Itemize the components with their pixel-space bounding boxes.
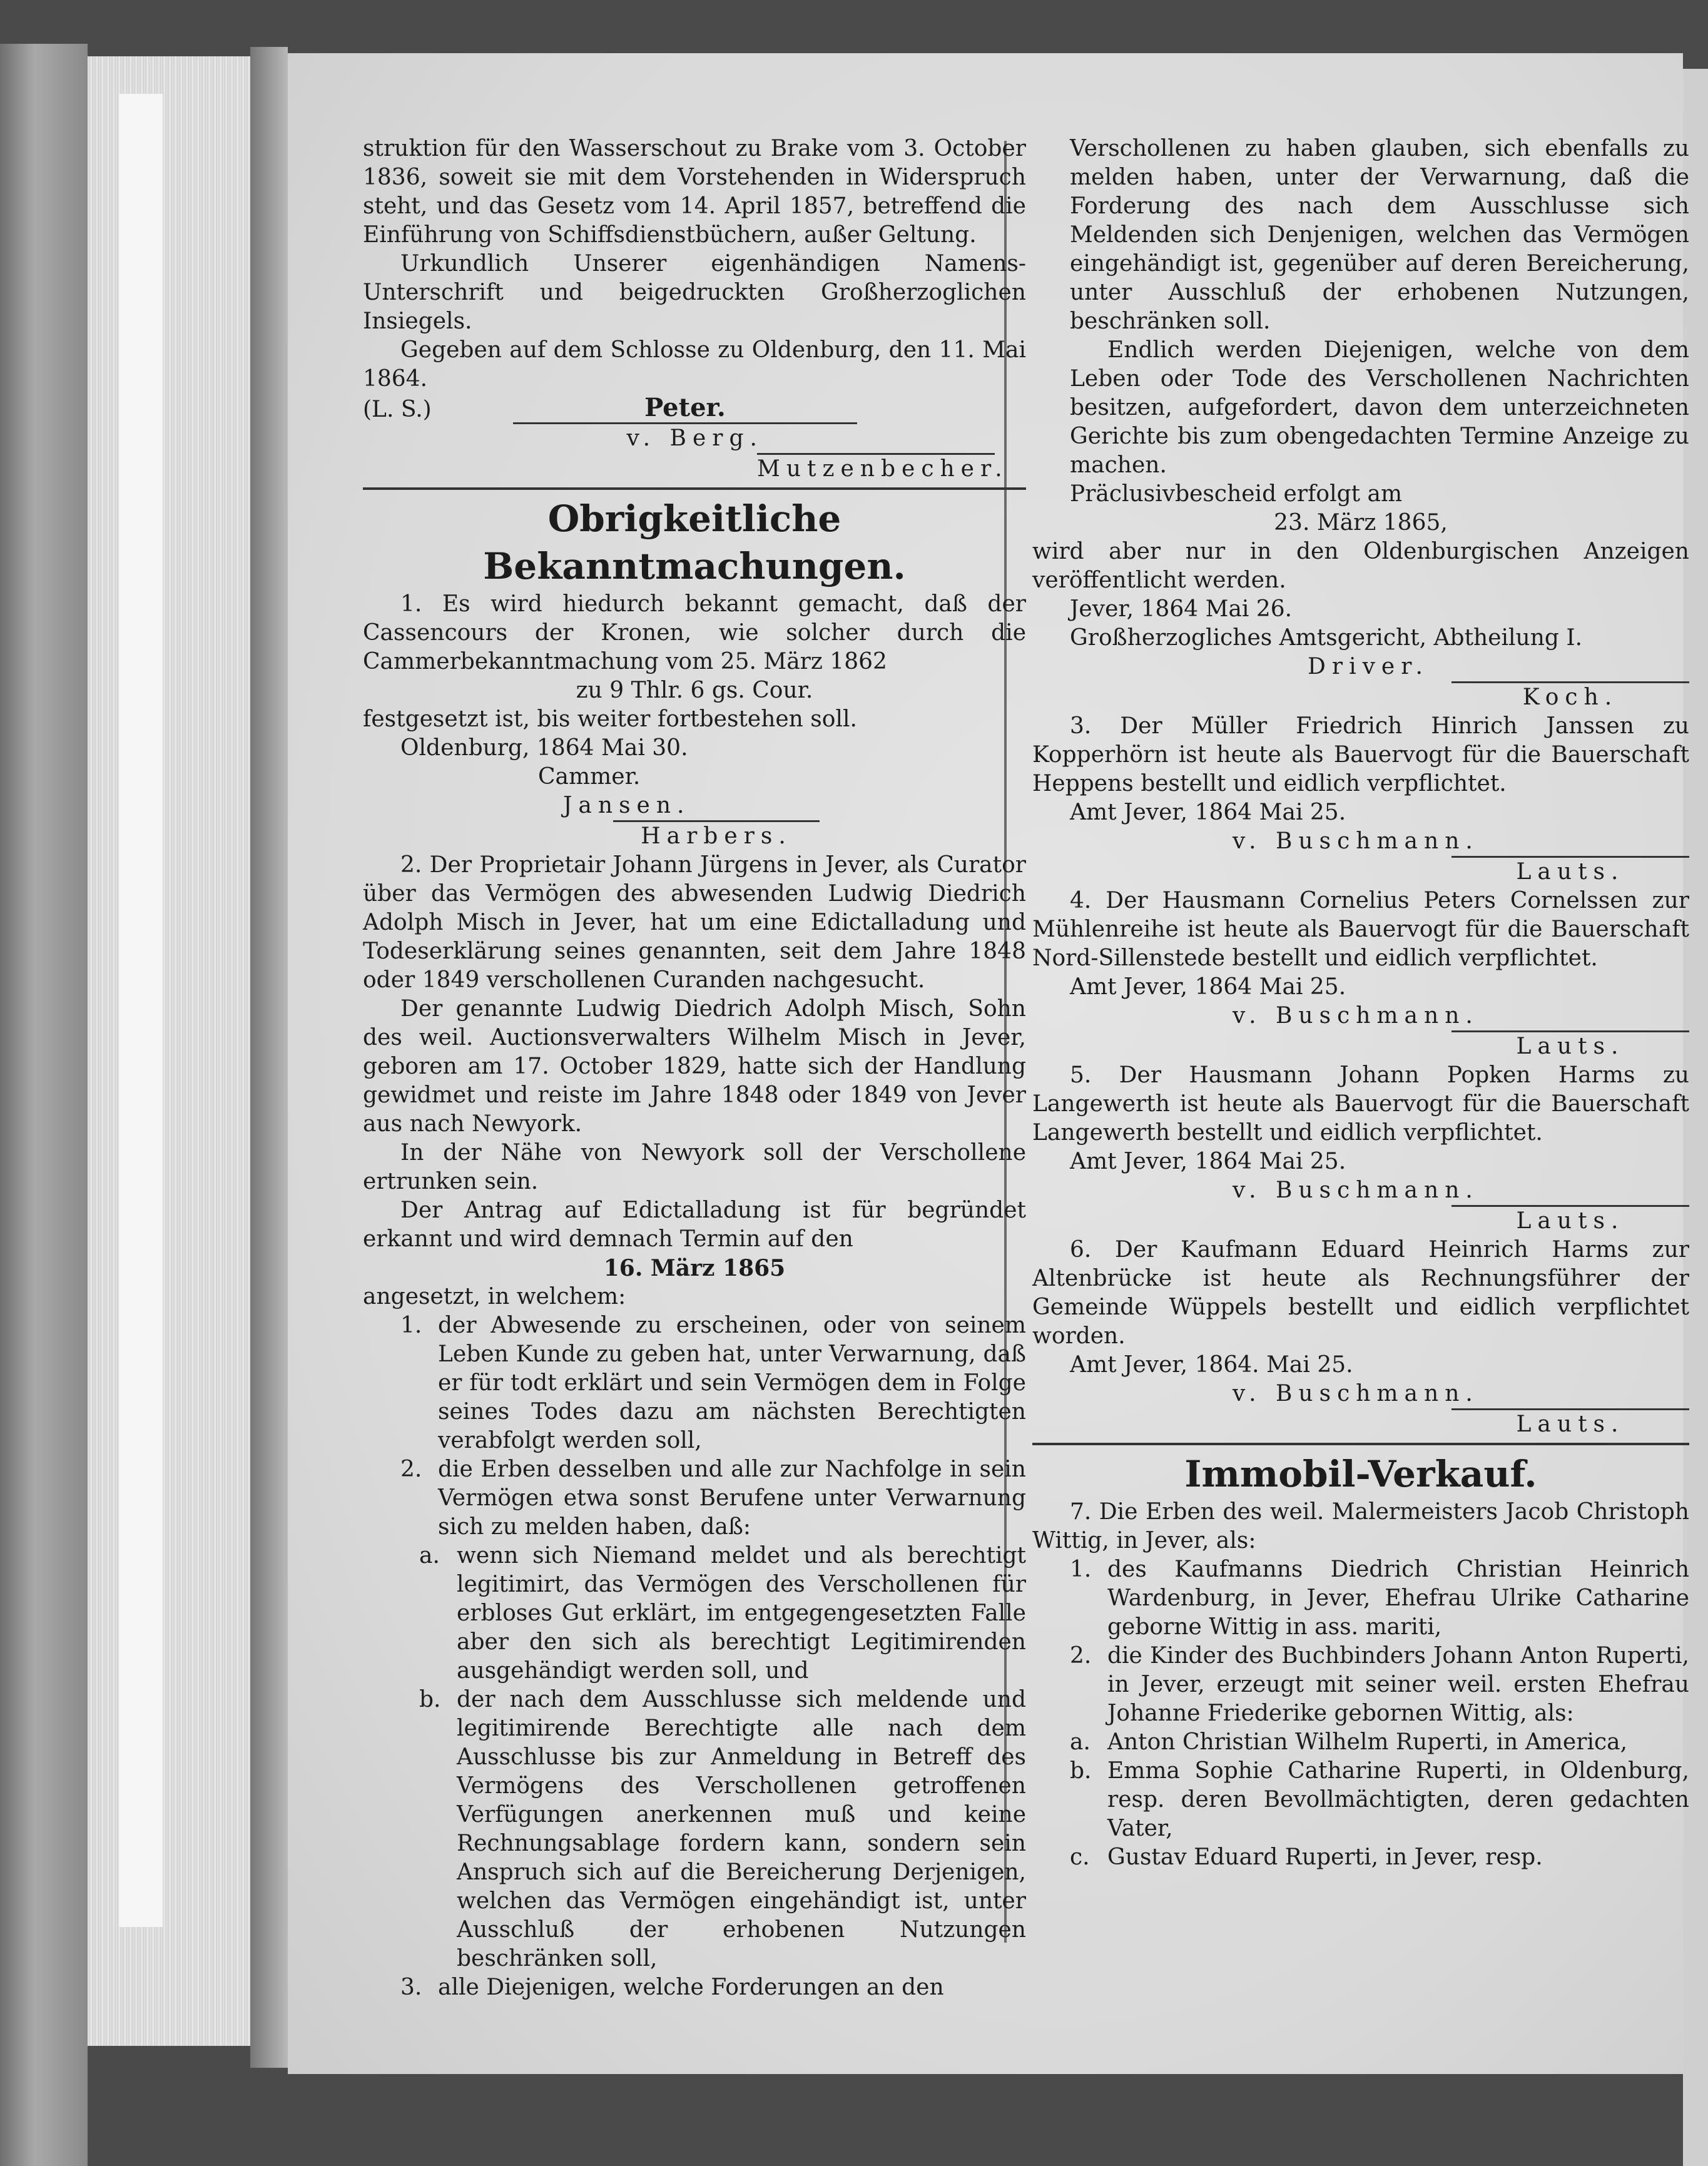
page-stack-highlight	[119, 94, 163, 1927]
list-item: 3. alle Diejenigen, welche Forderungen an den	[400, 1975, 944, 2000]
left-column	[363, 135, 1026, 2002]
notice-6: 6. Der Kaufmann Eduard Heinrich Harms zur Altenbrücke ist heute als Rechnungsführer der Gemeinde Wüppels bestellt und eidlich verpflichtet worden.	[1032, 1237, 1689, 1349]
document-page	[288, 53, 1689, 2074]
notice-1-harbers: Harbers.	[613, 820, 820, 851]
signature-buschmann: v. Buschmann.	[1233, 1381, 1479, 1406]
signature-row-koch	[1032, 681, 1689, 712]
jever-date: Jever, 1864 Mai 26.	[1070, 596, 1293, 622]
continuation-2: Endlich werden Diejenigen, welche von dem Leben oder Tode des Verschollenen Nachrichten besitzen, aufgefordert, davon dem unterzeichneten Gerichte bis zum obengedachten Termine Anzeige zu machen.	[1070, 337, 1689, 478]
urkund-paragraph: Urkundlich Unserer eigenhändigen Namens-Unterschrift und beigedruckten Großherzoglichen Insiegels.	[363, 251, 1026, 334]
notice-1-end: festgesetzt ist, bis weiter fortbestehen soll.	[363, 706, 857, 732]
list-item: 1. der Abwesende zu erscheinen, oder von seinem Leben Kunde zu geben hat, unter Verwarnung, daß er für todt erklärt und sein Vermögen dem in Folge seines Todes dazu am nächsten Berechtigten verabfolgt werden soll,	[400, 1313, 1026, 1453]
notice-6-date: Amt Jever, 1864. Mai 25.	[1070, 1352, 1353, 1378]
list-subitem: a. wenn sich Niemand meldet und als berechtigt legitimirt, das Vermögen des Verschollenen für erbloses Gut erklärt, im entgegengesetzten Falle aber den sich als berechtigt Legitimirenden ausgehändigt werden soll, und	[419, 1543, 1026, 1684]
notice-7: 7. Die Erben des weil. Malermeisters Jacob Christoph Wittig, in Jever, als:	[1032, 1499, 1689, 1553]
signature-lauts: Lauts.	[1451, 1408, 1689, 1439]
praeclusiv-date: 23. März 1865,	[1274, 510, 1448, 536]
intro-paragraph: struktion für den Wasserschout zu Brake vom 3. October 1836, soweit sie mit dem Vorstehenden in Widerspruch steht, und das Gesetz vom 14. April 1857, betreffend die Einführung von Schiffsdienstbüchern, außer Geltung.	[363, 136, 1026, 248]
notice-4: 4. Der Hausmann Cornelius Peters Cornelssen zur Mühlenreihe ist heute als Bauervogt für die Bauerschaft Nord-Sillenstede bestellt und eidlich verpflichtet.	[1032, 888, 1689, 971]
notice-2-p3: In der Nähe von Newyork soll der Verschollene ertrunken sein.	[363, 1140, 1026, 1194]
notice-1-rate: zu 9 Thlr. 6 gs. Cour.	[576, 678, 813, 703]
right-column	[1032, 135, 1689, 1872]
notice-1-jansen: Jansen.	[563, 793, 691, 818]
continuation-1: Verschollenen zu haben glauben, sich ebenfalls zu melden haben, unter der Verwarnung, daß die Forderung des nach dem Ausschlusse sich Meldenden sich Denjenigen, welchen das Vermögen eingehändigt ist, gegenüber auf deren Bereicherung, unter Ausschluß der erhobenen Nutzungen, beschränken soll.	[1070, 136, 1689, 334]
section-heading-bekanntmachungen: Obrigkeitliche Bekanntmachungen.	[483, 497, 906, 587]
book-spine-edge	[0, 44, 88, 2166]
notice-2-p1: 2. Der Proprietair Johann Jürgens in Jever, als Curator über das Vermögen des abwesenden Ludwig Diedrich Adolph Misch in Jever, hat um eine Edictalladung und Todeserklärung seines genannten, seit dem Jahre 1848 oder 1849 verschollenen Curanden nachgesucht.	[363, 852, 1026, 993]
signature-row-mutzenbecher	[363, 453, 1026, 484]
gutter-shadow	[250, 47, 288, 2068]
notice-4-date: Amt Jever, 1864 Mai 25.	[1070, 974, 1346, 1000]
signature-berg: v. Berg.	[626, 425, 763, 451]
signature-row-peter	[363, 394, 1026, 424]
praeclusiv: Präclusivbescheid erfolgt am	[1070, 481, 1403, 507]
notice-1-date: Oldenburg, 1864 Mai 30.	[400, 735, 688, 761]
signature-buschmann: v. Buschmann.	[1233, 1177, 1479, 1203]
signature-peter: Peter.	[513, 394, 857, 424]
list-item: 2. die Kinder des Buchbinders Johann Anton Ruperti, in Jever, erzeugt mit seiner weil. ersten Ehefrau Johanne Friederike gebornen Wittig, als:	[1070, 1643, 1689, 1726]
signature-mutzenbecher: Mutzenbecher.	[757, 453, 995, 484]
notice-1-harbers-row	[363, 820, 1026, 851]
signature-row-lauts	[1032, 1205, 1689, 1236]
notice-3: 3. Der Müller Friedrich Hinrich Janssen zu Kopperhörn ist heute als Bauervogt für die Bauerschaft Heppens bestellt und eidlich verpflichtet.	[1032, 713, 1689, 796]
list-item: 2. die Erben desselben und alle zur Nachfolge in sein Vermögen etwa sonst Berufene unter Verwarnung sich zu melden haben, daß:	[400, 1457, 1026, 1540]
notice-2-p5: angesetzt, in welchem:	[363, 1284, 626, 1309]
signature-koch: Koch.	[1451, 681, 1689, 712]
page-stack-edge	[88, 56, 275, 2046]
list-subitem: b. Emma Sophie Catharine Ruperti, in Oldenburg, resp. deren Bevollmächtigten, deren gedachten Vater,	[1070, 1758, 1689, 1841]
notice-2-p4: Der Antrag auf Edictalladung ist für begründet erkannt und wird demnach Termin auf den	[363, 1197, 1026, 1252]
seal-ls: (L. S.)	[363, 397, 432, 422]
praeclusiv-end: wird aber nur in den Oldenburgischen Anzeigen veröffentlicht werden.	[1032, 539, 1689, 593]
signature-row-lauts	[1032, 1408, 1689, 1439]
section-rule	[363, 487, 1026, 490]
notice-2-date: 16. März 1865	[603, 1255, 786, 1281]
section-heading-immobil: Immobil-Verkauf.	[1184, 1453, 1537, 1495]
list-subitem: b. der nach dem Ausschlusse sich meldende und legitimirende Berechtigte alle nach dem Ausschlusse bis zur Anmeldung in Betreff des Vermögens des Verschollenen getroffenen Verfügungen anerkennen muß und keine Rechnungsablage fordern kann, sondern sein Anspruch sich auf die Bereicherung Derjenigen, welchen das Vermögen eingehändigt ist, unter Ausschluß der erhobenen Nutzungen beschränken soll,	[419, 1687, 1026, 1971]
list-subitem: c. Gustav Eduard Ruperti, in Jever, resp.	[1070, 1844, 1543, 1870]
signature-driver: Driver.	[1308, 654, 1429, 679]
notice-2-p2: Der genannte Ludwig Diedrich Adolph Misch, Sohn des weil. Auctionsverwalters Wilhelm Misch in Jever, geboren am 17. October 1829, hatte sich der Handlung gewidmet und reiste im Jahre 1848 oder 1849 von Jever aus nach Newyork.	[363, 996, 1026, 1137]
notice-5-date: Amt Jever, 1864 Mai 25.	[1070, 1149, 1346, 1174]
signature-buschmann: v. Buschmann.	[1233, 828, 1479, 854]
notice-1-text: 1. Es wird hiedurch bekannt gemacht, daß der Cassencours der Kronen, wie solcher durch die Cammerbekanntmachung vom 25. März 1862	[363, 591, 1026, 674]
notice-1-cammer: Cammer.	[538, 764, 641, 790]
section-rule	[1032, 1443, 1689, 1445]
signature-buschmann: v. Buschmann.	[1233, 1003, 1479, 1029]
signature-lauts: Lauts.	[1451, 1030, 1689, 1061]
signature-row-lauts	[1032, 1030, 1689, 1061]
signature-lauts: Lauts.	[1451, 1205, 1689, 1236]
signature-row-lauts	[1032, 856, 1689, 887]
amtsgericht: Großherzogliches Amtsgericht, Abtheilung I.	[1070, 625, 1583, 651]
gegeben-paragraph: Gegeben auf dem Schlosse zu Oldenburg, den 11. Mai 1864.	[363, 337, 1026, 392]
notice-3-date: Amt Jever, 1864 Mai 25.	[1070, 800, 1346, 825]
notice-5: 5. Der Hausmann Johann Popken Harms zu Langewerth ist heute als Bauervogt für die Bauerschaft Langewerth bestellt und eidlich verpflichtet.	[1032, 1062, 1689, 1146]
signature-lauts: Lauts.	[1451, 856, 1689, 887]
list-subitem: a. Anton Christian Wilhelm Ruperti, in America,	[1070, 1729, 1628, 1755]
list-item: 1. des Kaufmanns Diedrich Christian Heinrich Wardenburg, in Jever, Ehefrau Ulrike Catharine geborne Wittig in ass. mariti,	[1070, 1557, 1689, 1640]
signature-row-berg	[363, 424, 1026, 453]
